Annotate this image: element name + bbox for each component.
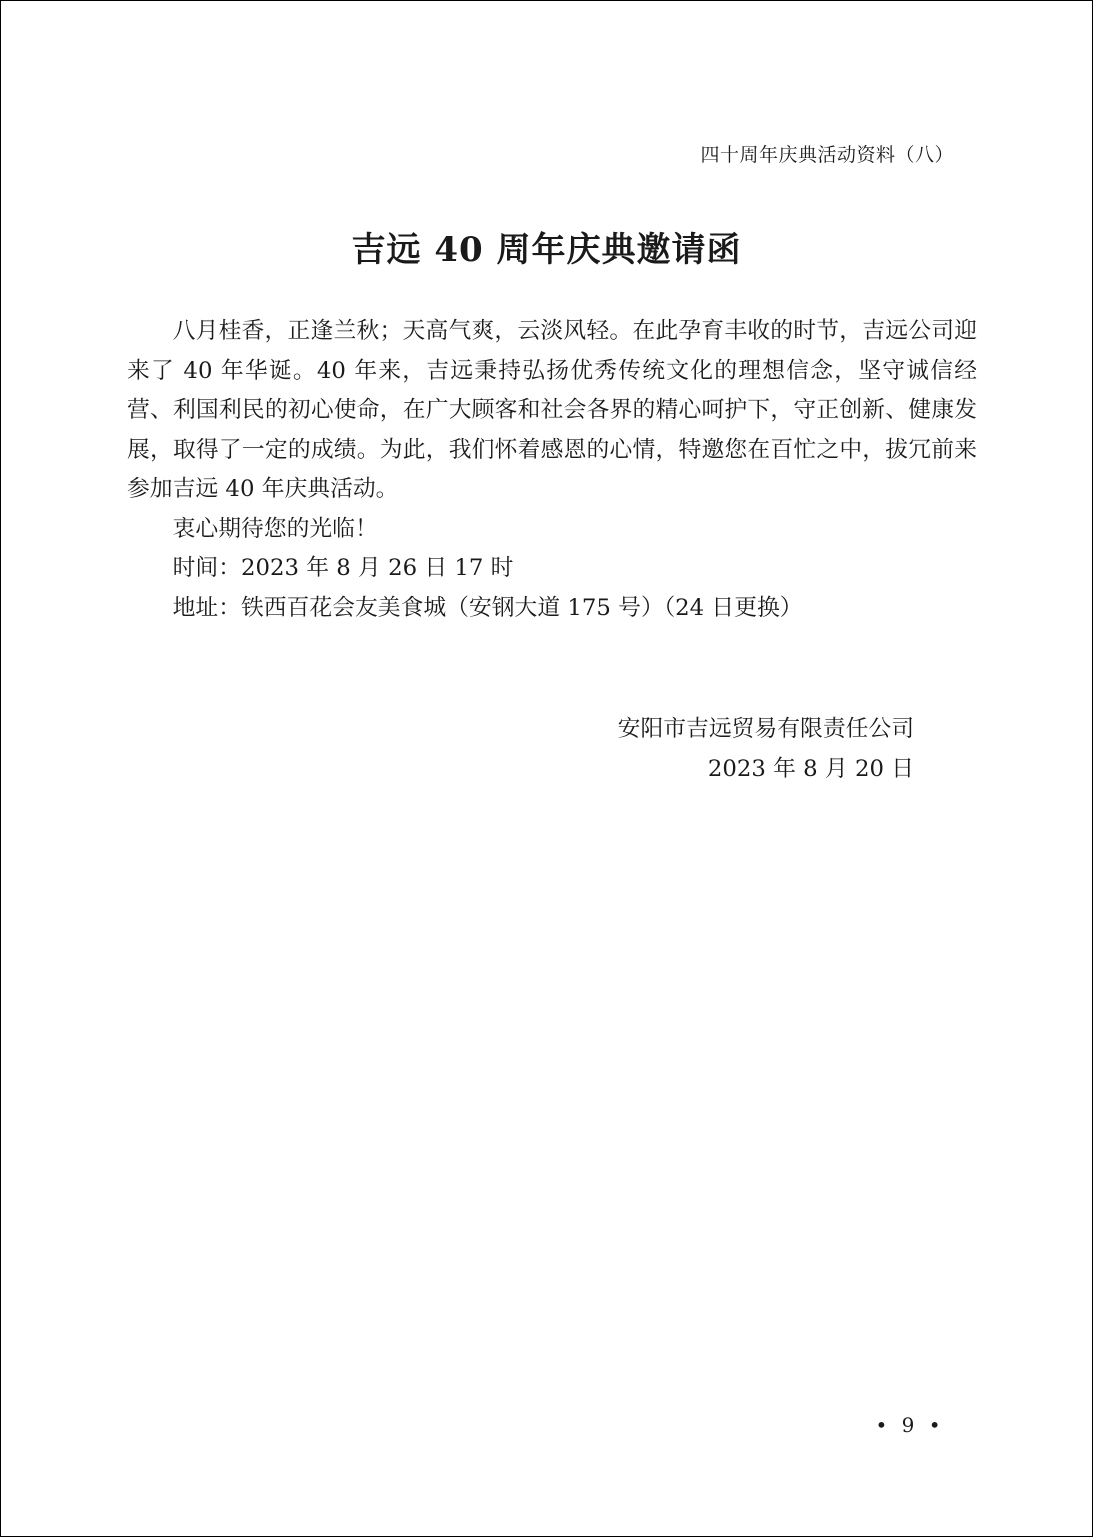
signature-date: 2023 年 8 月 20 日 xyxy=(707,755,914,782)
signature-block xyxy=(500,710,914,789)
main-paragraph: 八月桂香，正逢兰秋；天高气爽，云淡风轻。在此孕育丰收的时节，吉远公司迎来了 40 年华诞。40 年来，吉远秉持弘扬优秀传统文化的理想信念，坚守诚信经营、利国利民的初心使命，在广大顾客和社会各界的精心呵护下，守正创新、健康发展，取得了一定的成绩。为此，我们怀着感恩的心情，特邀您在百忙之中，拔冗前来参加吉远 40 年庆典活动。 xyxy=(127,318,977,502)
letter-body xyxy=(127,312,977,628)
closing-line: 衷心期待您的光临！ xyxy=(172,515,378,542)
page-number: • 9 • xyxy=(875,1413,945,1437)
running-header: 四十周年庆典活动资料（八） xyxy=(700,144,954,166)
document-title: 吉远 40 周年庆典邀请函 xyxy=(351,230,742,270)
event-time: 时间：2023 年 8 月 26 日 17 时 xyxy=(172,555,514,581)
event-address: 地址：铁西百花会友美食城（安钢大道 175 号）（24 日更换） xyxy=(172,594,803,621)
company-name: 安阳市吉远贸易有限责任公司 xyxy=(617,716,914,742)
